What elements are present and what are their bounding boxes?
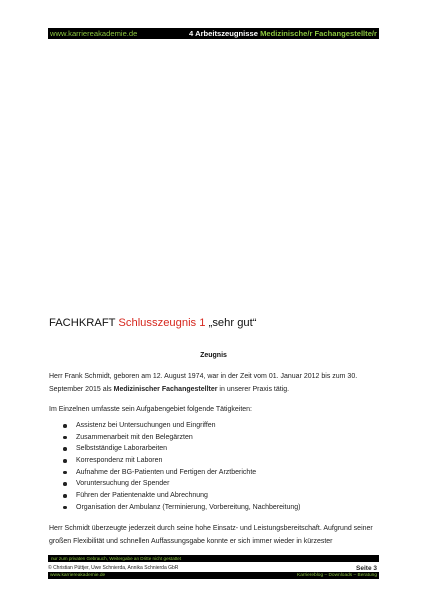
bullet-icon bbox=[63, 494, 67, 498]
bullet-icon bbox=[63, 459, 67, 463]
footer-copyright: © Christian Püttjer, Uwe Schnierda, Annika Schnierda GbR bbox=[48, 565, 179, 571]
task-text: Korrespondenz mit Laboren bbox=[76, 457, 163, 465]
bullet-icon bbox=[63, 447, 67, 451]
list-item bbox=[49, 455, 301, 467]
footer-note: nur zum privaten Gebrauch, Weitergabe an Dritte nicht gestattet bbox=[48, 555, 379, 562]
header-title-prefix: 4 Arbeitszeugnisse bbox=[189, 29, 258, 38]
list-item bbox=[49, 502, 301, 514]
bullet-icon bbox=[63, 506, 67, 510]
section-title-rating: „sehr gut“ bbox=[208, 317, 257, 329]
task-text: Organisation der Ambulanz (Terminierung, Vorbereitung, Nachbereitung) bbox=[76, 503, 301, 511]
task-text: Führen der Patientenakte und Abrechnung bbox=[76, 492, 208, 500]
list-item bbox=[49, 478, 301, 490]
list-item bbox=[49, 420, 301, 432]
footer-url[interactable]: www.karriereakademie.de bbox=[50, 573, 106, 578]
list-item bbox=[49, 432, 301, 444]
closing-paragraph: Herr Schmidt überzeugte jederzeit durch seine hohe Einsatz- und Leistungsbereitschaft. Aufgrund seiner großen Flexibilität und schnellen Auffassungsgabe konnte er sich immer wieder in kürzester bbox=[49, 525, 373, 545]
bullet-icon bbox=[63, 482, 67, 486]
intro-job-title: Medizinischer Fachangestellter bbox=[113, 385, 218, 393]
bullet-icon bbox=[63, 424, 67, 428]
bullet-icon bbox=[63, 471, 67, 475]
task-text: Aufnahme der BG-Patienten und Fertigen der Arztberichte bbox=[76, 468, 257, 476]
list-item bbox=[49, 490, 301, 502]
list-item bbox=[49, 443, 301, 455]
footer-line bbox=[48, 564, 379, 572]
intro-paragraph bbox=[49, 371, 379, 396]
header-title-accent: Medizinische/r Fachangestellte/r bbox=[260, 29, 377, 38]
task-text: Zusammenarbeit mit den Belegärzten bbox=[76, 433, 193, 441]
task-text: Voruntersuchung der Spender bbox=[76, 480, 170, 488]
footer-bar bbox=[48, 572, 379, 579]
intro-text-after: in unserer Praxis tätig. bbox=[217, 385, 290, 393]
bullet-icon bbox=[63, 436, 67, 440]
list-item bbox=[49, 467, 301, 479]
section-title bbox=[49, 317, 256, 329]
page-number: Seite 3 bbox=[356, 564, 377, 572]
header-url[interactable]: www.karriereakademie.de bbox=[50, 29, 138, 38]
task-text: Selbstständige Laborarbeiten bbox=[76, 445, 168, 453]
footer-tagline: Karriereblog – Downloads – Beratung bbox=[297, 573, 377, 578]
section-title-label: FACHKRAFT bbox=[49, 317, 116, 329]
intro-text-before: Herr Frank Schmidt, geboren am 12. August 1974, war in der Zeit vom 01. Januar 2012 bis zum 30. September 2015 als bbox=[49, 373, 358, 393]
document-heading: Zeugnis bbox=[200, 352, 227, 359]
page-header bbox=[48, 28, 379, 39]
tasks-intro: Im Einzelnen umfasste sein Aufgabengebiet folgende Tätigkeiten: bbox=[49, 406, 253, 413]
task-text: Assistenz bei Untersuchungen und Eingriffen bbox=[76, 422, 216, 429]
section-title-red: Schlusszeugnis 1 bbox=[118, 317, 206, 329]
task-list bbox=[49, 420, 301, 514]
header-title bbox=[189, 29, 377, 38]
